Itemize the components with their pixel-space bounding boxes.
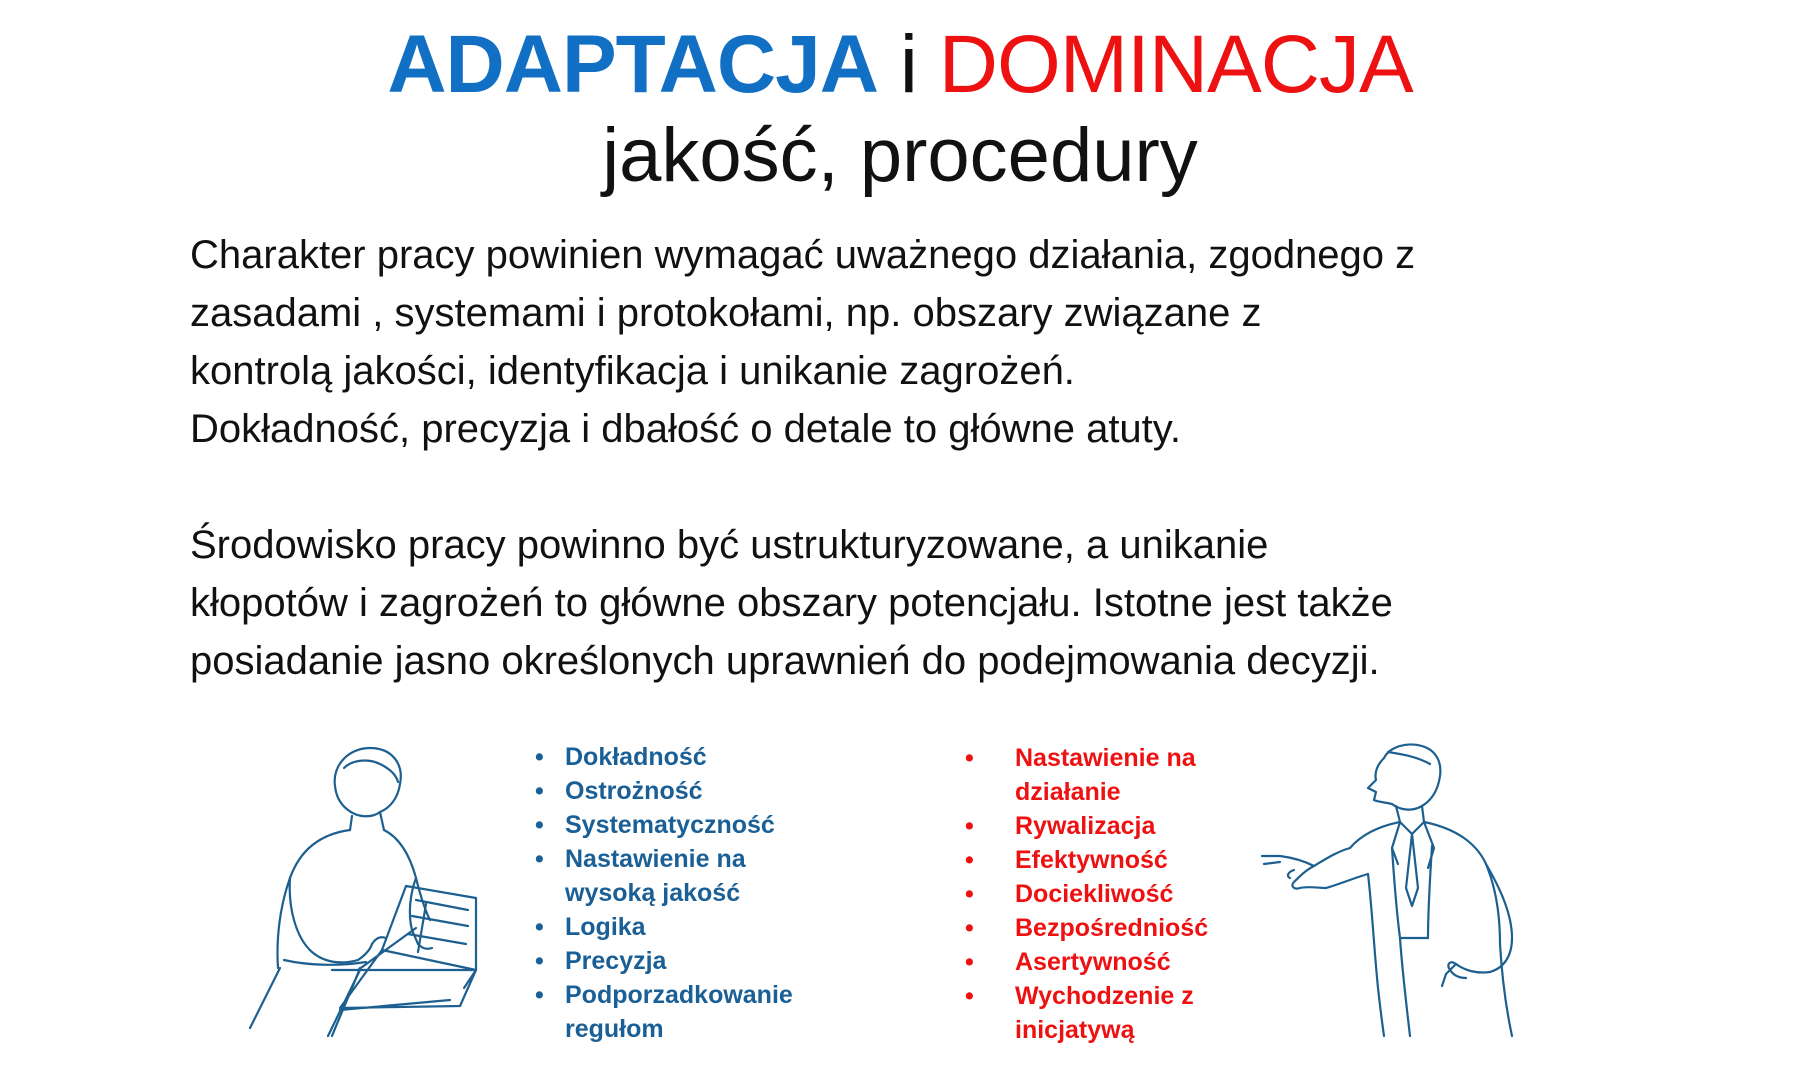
list-item-continuation xyxy=(965,1013,1208,1047)
list-item xyxy=(535,842,793,876)
list-item xyxy=(535,774,793,808)
list-item xyxy=(535,978,793,1012)
list-item-continuation xyxy=(535,1012,793,1046)
trait-label: Systematyczność xyxy=(565,811,775,839)
trait-label: Nastawienie na xyxy=(1015,744,1196,772)
list-item xyxy=(965,741,1208,775)
title-domination: DOMINACJA xyxy=(938,19,1413,110)
page-title xyxy=(0,18,1800,112)
list-item-continuation xyxy=(965,775,1208,809)
list-item xyxy=(965,945,1208,979)
list-item xyxy=(535,910,793,944)
trait-label: Asertywność xyxy=(1015,948,1171,976)
person-working-at-laptop-icon xyxy=(240,738,480,1038)
trait-label: Dokładność xyxy=(565,743,707,771)
list-item xyxy=(965,843,1208,877)
man-pointing-finger-icon xyxy=(1250,738,1590,1038)
list-item xyxy=(965,979,1208,1013)
bullet-icon: • xyxy=(535,913,544,941)
bullet-icon: • xyxy=(535,811,544,839)
list-item xyxy=(965,877,1208,911)
bullet-icon: • xyxy=(965,744,974,772)
paragraph-line: posiadanie jasno określonych uprawnień do podejmowania decyzji. xyxy=(190,639,1380,683)
trait-label: Precyzja xyxy=(565,947,667,975)
paragraph-line: zasadami , systemami i protokołami, np. obszary związane z xyxy=(190,291,1262,335)
trait-label: wysoką jakość xyxy=(565,879,741,907)
trait-label: Rywalizacja xyxy=(1015,812,1156,840)
trait-label: regułom xyxy=(565,1015,664,1043)
trait-label: Ostrożność xyxy=(565,777,703,805)
trait-label: Bezpośredniość xyxy=(1015,914,1209,942)
list-item xyxy=(965,911,1208,945)
page-subtitle: jakość, procedury xyxy=(602,113,1198,198)
trait-label: inicjatywą xyxy=(1015,1016,1135,1044)
paragraph-line: Dokładność, precyzja i dbałość o detale to główne atuty. xyxy=(190,407,1181,451)
trait-label: Wychodzenie z xyxy=(1015,982,1194,1010)
paragraph-line: kłopotów i zagrożeń to główne obszary potencjału. Istotne jest także xyxy=(190,581,1393,625)
title-adaptation: ADAPTACJA xyxy=(387,19,878,110)
bullet-icon: • xyxy=(965,880,974,908)
title-conjunction: i xyxy=(899,19,917,110)
bullet-icon: • xyxy=(535,947,544,975)
bullet-icon: • xyxy=(535,981,544,1009)
trait-label: działanie xyxy=(1015,778,1121,806)
trait-label: Podporzadkowanie xyxy=(565,981,793,1009)
bullet-icon: • xyxy=(965,812,974,840)
trait-label: Efektywność xyxy=(1015,846,1168,874)
traits-list-adaptation xyxy=(535,740,793,1046)
bullet-icon: • xyxy=(965,948,974,976)
list-item xyxy=(965,809,1208,843)
bullet-icon: • xyxy=(965,914,974,942)
traits-list-domination xyxy=(965,741,1208,1047)
trait-label: Dociekliwość xyxy=(1015,880,1174,908)
bullet-icon: • xyxy=(965,982,974,1010)
paragraph-line: Środowisko pracy powinno być ustrukturyzowane, a unikanie xyxy=(190,523,1269,567)
bullet-icon: • xyxy=(535,777,544,805)
list-item xyxy=(535,944,793,978)
trait-label: Nastawienie na xyxy=(565,845,746,873)
bullet-icon: • xyxy=(965,846,974,874)
bullet-icon: • xyxy=(535,845,544,873)
list-item-continuation xyxy=(535,876,793,910)
trait-label: Logika xyxy=(565,913,646,941)
list-item xyxy=(535,740,793,774)
paragraph-line: kontrolą jakości, identyfikacja i unikanie zagrożeń. xyxy=(190,349,1075,393)
paragraph-line: Charakter pracy powinien wymagać uważnego działania, zgodnego z xyxy=(190,233,1416,277)
paragraph-work-character xyxy=(190,226,1650,458)
paragraph-work-environment xyxy=(190,516,1650,690)
list-item xyxy=(535,808,793,842)
bullet-icon: • xyxy=(535,743,544,771)
